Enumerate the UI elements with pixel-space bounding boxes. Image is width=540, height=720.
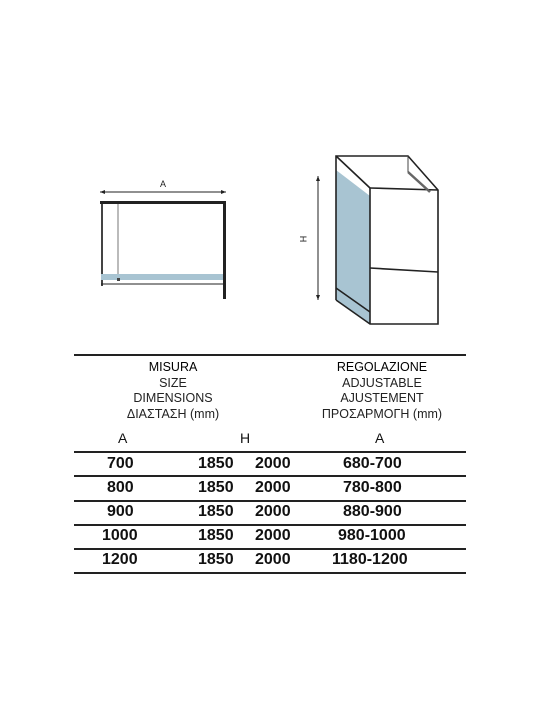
arrow-down-icon bbox=[316, 295, 320, 300]
height-dimension-label: H bbox=[298, 235, 308, 243]
column-label-h: H bbox=[240, 430, 251, 446]
header-adjustable-line-2: ADJUSTABLE bbox=[342, 375, 422, 390]
glass-panel-edge bbox=[101, 204, 103, 286]
cell-a: 1000 bbox=[102, 527, 138, 544]
header-size-line-3: DIMENSIONS bbox=[133, 391, 213, 405]
cell-adjustable: 680-700 bbox=[343, 455, 402, 472]
table-rule bbox=[74, 475, 466, 477]
table-rule bbox=[74, 451, 466, 453]
arrow-up-icon bbox=[316, 176, 320, 181]
table-rule bbox=[74, 500, 466, 502]
table-rule bbox=[74, 524, 466, 526]
cell-h-min: 1850 bbox=[198, 527, 234, 544]
hinge-icon bbox=[117, 278, 120, 281]
cell-h-min: 1850 bbox=[198, 551, 234, 568]
wall-right bbox=[223, 201, 226, 299]
header-size-line-4: ΔΙΑΣΤΑΣΗ (mm) bbox=[126, 406, 220, 421]
column-label-a: A bbox=[118, 430, 128, 446]
table-top-rule bbox=[74, 354, 466, 356]
cell-h-min: 1850 bbox=[198, 503, 234, 520]
table-bottom-rule bbox=[74, 572, 466, 574]
cell-a: 800 bbox=[107, 479, 134, 496]
header-size bbox=[98, 360, 248, 422]
header-adjustable-line-3: AJUSTEMENT bbox=[340, 391, 424, 405]
cell-h-min: 1850 bbox=[198, 455, 234, 472]
wall-top bbox=[100, 201, 226, 204]
cell-adjustable: 980-1000 bbox=[338, 527, 406, 544]
plan-view-diagram bbox=[90, 170, 240, 310]
cell-h-max: 2000 bbox=[255, 503, 291, 520]
cell-h-max: 2000 bbox=[255, 479, 291, 496]
cell-h-max: 2000 bbox=[255, 527, 291, 544]
cell-a: 1200 bbox=[102, 551, 138, 568]
arrow-right-icon bbox=[221, 190, 226, 194]
isometric-view-diagram bbox=[288, 148, 448, 330]
cell-adjustable: 780-800 bbox=[343, 479, 402, 496]
cell-adjustable: 880-900 bbox=[343, 503, 402, 520]
column-label-adjustable-a: A bbox=[375, 430, 385, 446]
header-size-line-2: SIZE bbox=[159, 375, 187, 390]
cell-h-min: 1850 bbox=[198, 479, 234, 496]
header-adjustable bbox=[302, 360, 462, 422]
header-size-line-1: MISURA bbox=[148, 360, 198, 374]
header-adjustable-line-1: REGOLAZIONE bbox=[336, 360, 428, 374]
cell-h-max: 2000 bbox=[255, 551, 291, 568]
cell-a: 900 bbox=[107, 503, 134, 520]
cell-h-max: 2000 bbox=[255, 455, 291, 472]
arrow-left-icon bbox=[100, 190, 105, 194]
table-rule bbox=[74, 548, 466, 550]
plan-dimension-label: A bbox=[159, 179, 167, 189]
header-adjustable-line-4: ΠΡΟΣΑΡΜΟΓΗ (mm) bbox=[321, 406, 443, 421]
cell-a: 700 bbox=[107, 455, 134, 472]
cell-adjustable: 1180-1200 bbox=[332, 551, 408, 568]
